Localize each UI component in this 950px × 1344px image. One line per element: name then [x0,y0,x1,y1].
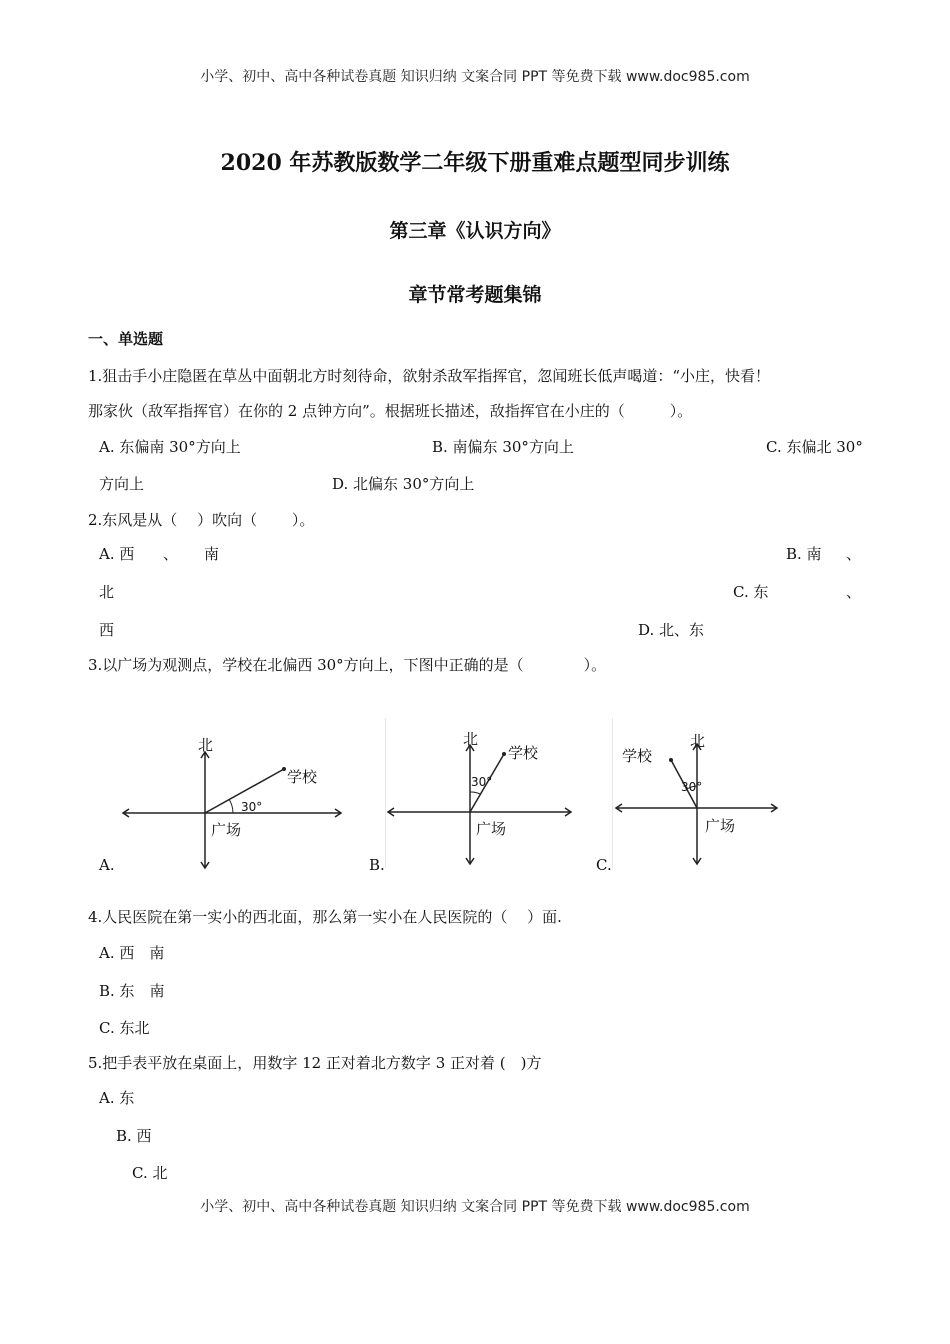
q5-option-a[interactable]: A. 东 [99,1089,135,1107]
q3b-school-label: 学校 [508,744,539,762]
q3c-north-label: 北 [690,732,706,750]
q2-option-d[interactable]: D. 北、东 [638,621,705,639]
chapter-title: 第三章《认识方向》 [389,220,561,242]
question-3: 3.以广场为观测点，学校在北偏西 30°方向上，下图中正确的是（ ）。 [88,656,607,674]
q3a-angle-label: 30° [241,800,263,814]
question-4: 4.人民医院在第一实小的西北面，那么第一实小在人民医院的（ ）面. [88,908,562,926]
q3a-school-label: 学校 [287,768,318,786]
q2-option-b[interactable]: B. 南 [786,545,822,563]
q5-option-c[interactable]: C. 北 [132,1164,168,1182]
q3-option-b[interactable]: B. [369,856,385,874]
q2-option-c-cont: 西 [99,621,115,639]
q3-diagram-a[interactable] [115,730,355,875]
q2-option-b-sep: 、 [846,545,862,563]
q3b-north-label: 北 [463,730,479,748]
q2-option-a[interactable]: A. 西 [99,545,135,563]
page-title: 2020 年苏教版数学二年级下册重难点题型同步训练 [220,150,730,176]
q3c-school-label: 学校 [622,747,653,765]
question-1-line-2: 那家伙（敌军指挥官）在你的 2 点钟方向”。根据班长描述，敌指挥官在小庄的（ ）。 [88,402,693,420]
q1-option-c[interactable]: C. 东偏北 30° [766,438,863,456]
section-subtitle: 章节常考题集锦 [408,284,542,306]
question-1-line-1: 1.狙击手小庄隐匿在草丛中面朝北方时刻待命，欲射杀敌军指挥官，忽闻班长低声喝道：“小庄，快看！ [88,367,770,385]
q1-option-d[interactable]: D. 北偏东 30°方向上 [332,475,475,493]
q2-option-b-cont: 北 [99,583,115,601]
q1-option-b[interactable]: B. 南偏东 30°方向上 [432,438,574,456]
q2-option-c[interactable]: C. 东 [733,583,769,601]
q1-option-a[interactable]: A. 东偏南 30°方向上 [99,438,241,456]
q3-option-a[interactable]: A. [99,856,115,874]
question-2: 2.东风是从（ ）吹向（ ）。 [88,511,315,529]
page-header: 小学、初中、高中各种试卷真题 知识归纳 文案合同 PPT 等免费下载 www.doc985.com [200,69,750,85]
q3c-square-label: 广场 [705,817,736,835]
q3-diagram-b[interactable] [385,718,575,875]
q3c-angle-label: 30° [681,780,703,794]
q3-option-c[interactable]: C. [596,856,612,874]
q4-option-a[interactable]: A. 西 南 [99,944,165,962]
q2-option-a-sep: 、 [163,545,179,563]
q5-option-b[interactable]: B. 西 [116,1127,152,1145]
section-heading: 一、单选题 [88,330,164,348]
q4-option-b[interactable]: B. 东 南 [99,982,165,1000]
q3b-angle-label: 30° [471,775,493,789]
q3a-square-label: 广场 [211,821,242,839]
q2-option-a-cont: 南 [204,545,220,563]
q3b-square-label: 广场 [476,820,507,838]
q3-diagram-c[interactable] [612,718,784,875]
q3a-north-label: 北 [198,736,214,754]
q4-option-c[interactable]: C. 东北 [99,1019,150,1037]
question-5: 5.把手表平放在桌面上，用数字 12 正对着北方数字 3 正对着 ( )方 [88,1054,542,1072]
q2-option-c-sep: 、 [846,583,862,601]
page-footer: 小学、初中、高中各种试卷真题 知识归纳 文案合同 PPT 等免费下载 www.doc985.com [200,1199,750,1215]
q1-option-c-cont: 方向上 [99,475,145,493]
